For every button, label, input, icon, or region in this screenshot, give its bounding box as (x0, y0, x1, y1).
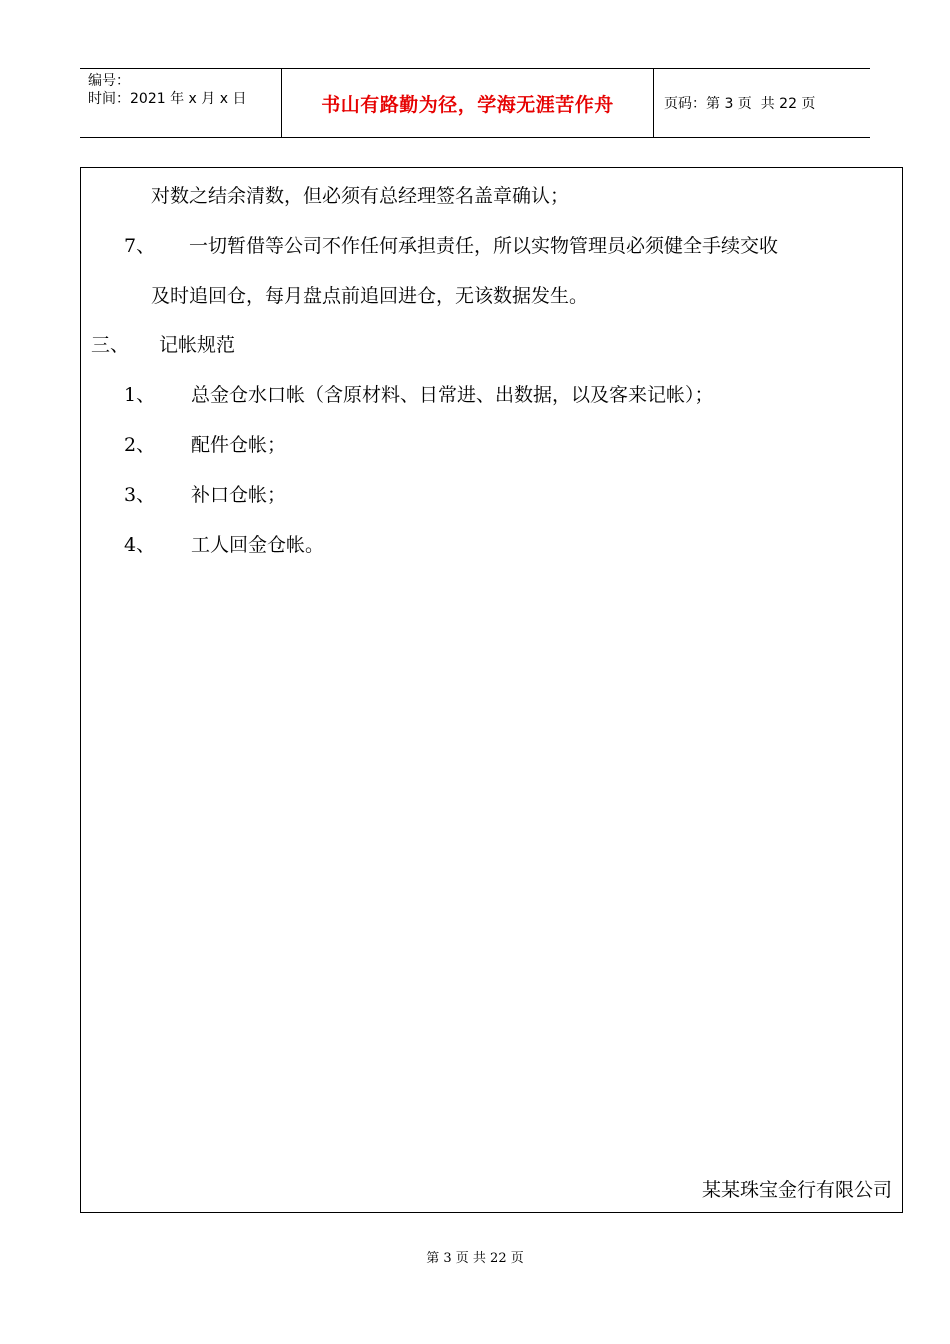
header-motto: 书山有路勤为径，学海无涯苦作舟 (321, 93, 614, 116)
company-name: 某某珠宝金行有限公司 (701, 1179, 892, 1201)
list-item-1-number: 1、 (124, 384, 156, 406)
list-item-2-text: 配件仓帐； (191, 434, 287, 456)
page-header (80, 68, 870, 138)
list-item-2-number: 2、 (124, 434, 156, 456)
list-item-4-text: 工人回金仓帐。 (191, 534, 325, 556)
header-meta (80, 69, 282, 137)
list-item-3-number: 3、 (124, 484, 156, 506)
item-7-text-line1: 一切暂借等公司不作任何承担责任，所以实物管理员必须健全手续交收 (189, 235, 779, 257)
list-item-3-text: 补口仓帐； (191, 484, 287, 506)
section-3-number: 三、 (91, 334, 130, 356)
header-motto-cell (282, 69, 654, 137)
document-number-label: 编号： (88, 73, 130, 89)
list-item-1-text: 总金仓水口帐（含原材料、日常进、出数据，以及客来记帐）； (191, 384, 714, 406)
content-frame (80, 167, 903, 1213)
page-footer: 第 3 页 共 22 页 (426, 1251, 524, 1266)
list-item-4-number: 4、 (124, 534, 156, 556)
document-date: 时间：2021 年 x 月 x 日 (88, 91, 247, 107)
continued-paragraph: 对数之结余清数，但必须有总经理签名盖章确认； (151, 185, 570, 207)
section-3-title: 记帐规范 (159, 334, 236, 356)
item-7-text-line2: 及时追回仓，每月盘点前追回进仓，无该数据发生。 (151, 285, 589, 307)
header-page-info: 页码：第 3 页 共 22 页 (664, 96, 816, 112)
item-7-number: 7、 (124, 235, 156, 257)
